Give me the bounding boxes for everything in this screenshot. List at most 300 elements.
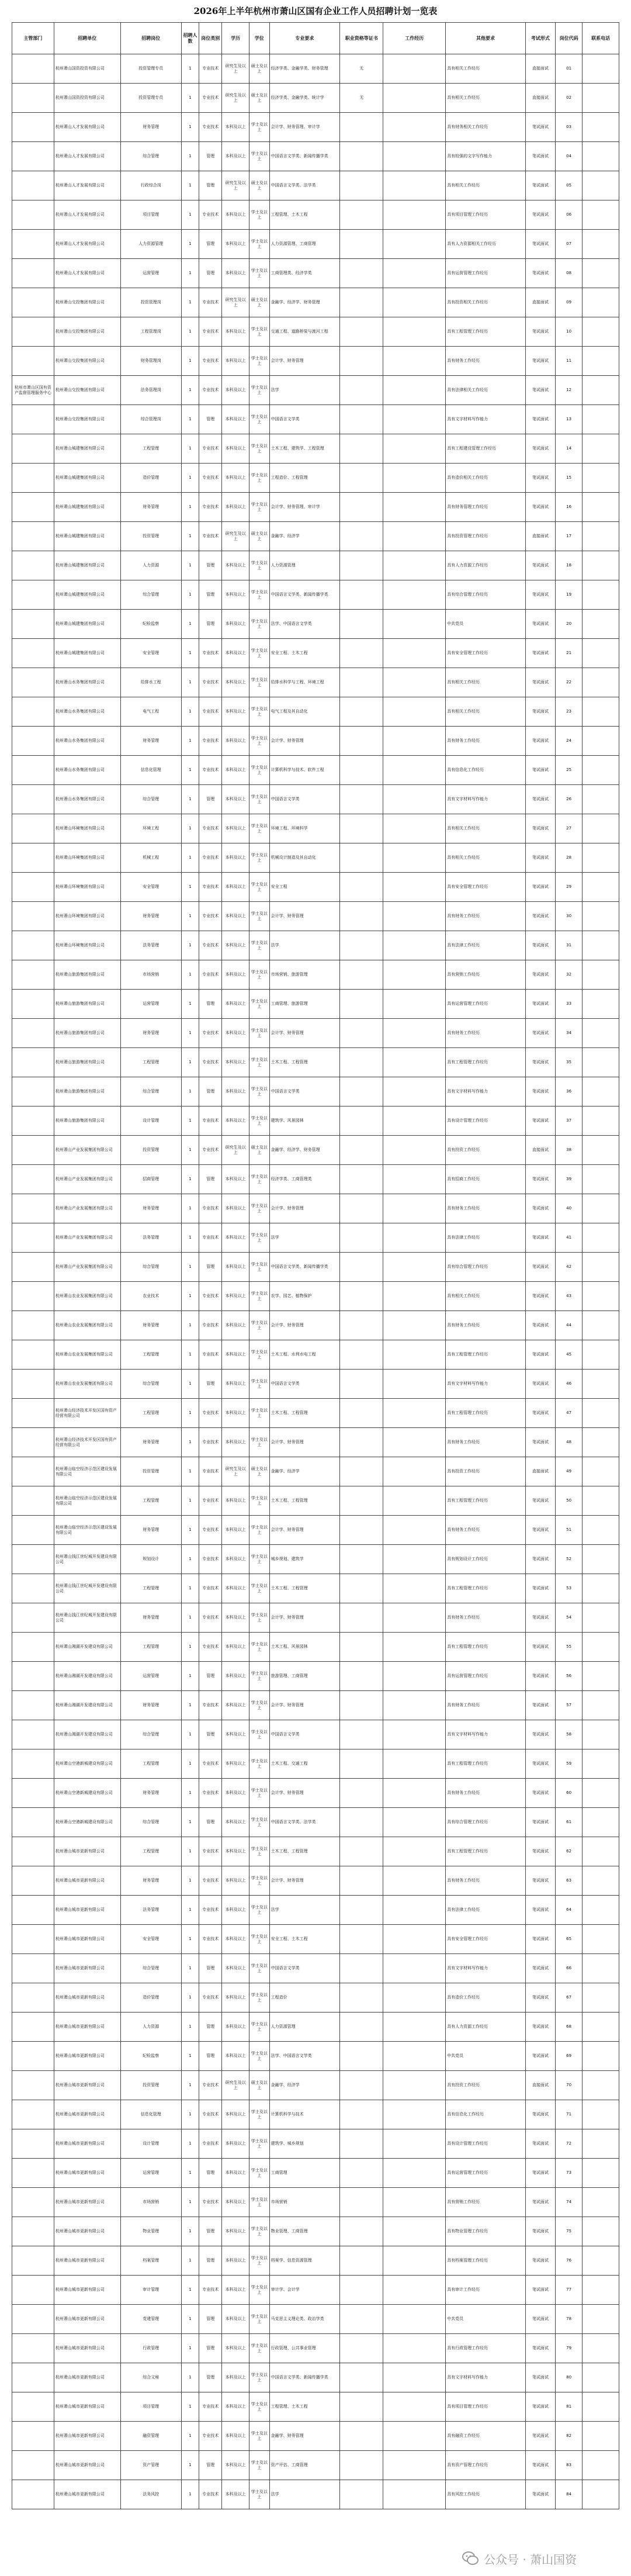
table-row (12, 405, 619, 434)
table-cell: 本科及以上 (222, 1311, 249, 1340)
table-cell: 1 (181, 2100, 199, 2129)
table-cell (583, 1311, 619, 1340)
table-cell: 中国语言文学类 (269, 785, 340, 814)
table-cell: 杭州萧山人才发展有限公司 (54, 171, 120, 200)
table-cell: 杭州萧山湘湖开发建设有限公司 (54, 1720, 120, 1749)
table-cell: 无 (340, 54, 383, 84)
table-cell: 具有物业管理工作经历 (446, 2217, 526, 2246)
table-cell: 1 (181, 2363, 199, 2392)
table-cell (340, 1457, 383, 1486)
table-cell: 中国语言文学类、新闻传播学类 (269, 142, 340, 171)
table-cell (12, 2246, 54, 2276)
table-cell: 笔试面试 (525, 1107, 555, 1136)
table-cell: 杭州萧山湘湖开发建设有限公司 (54, 1691, 120, 1720)
table-cell (340, 727, 383, 756)
table-cell: 具有财务工作经历 (446, 1603, 526, 1633)
table-cell: 设计管理 (120, 2129, 181, 2159)
table-cell (383, 1896, 446, 1925)
table-cell (583, 1457, 619, 1486)
table-cell: 专业技术 (199, 843, 222, 873)
table-row (12, 2480, 619, 2509)
table-cell: 杭州萧山城市更新有限公司 (54, 1837, 120, 1866)
table-cell (340, 1866, 383, 1896)
table-cell: 专业技术 (199, 2188, 222, 2217)
table-cell (12, 931, 54, 960)
table-cell (12, 2363, 54, 2392)
table-cell: 1 (181, 2013, 199, 2042)
table-cell: 本科及以上 (222, 1399, 249, 1428)
table-cell: 杭州萧山城市更新有限公司 (54, 2071, 120, 2100)
table-cell: 杭州萧山产业发展集团有限公司 (54, 1165, 120, 1194)
table-cell: 学士及以上 (249, 1311, 269, 1340)
table-cell (383, 1837, 446, 1866)
table-cell: 1 (181, 1223, 199, 1253)
table-cell: 笔试面试 (525, 756, 555, 785)
table-row (12, 1428, 619, 1457)
table-cell: 管理 (199, 1253, 222, 1282)
table-cell: 会计学、财务管理 (269, 1019, 340, 1048)
table-cell: 笔试面试 (525, 2451, 555, 2480)
table-cell: 安全管理 (120, 639, 181, 668)
table-cell (583, 2246, 619, 2276)
table-cell: 笔试面试 (525, 1165, 555, 1194)
table-row (12, 1983, 619, 2013)
table-cell: 笔试面试 (525, 1749, 555, 1779)
table-cell: 笔试面试 (525, 2159, 555, 2188)
table-cell: 中共党员 (446, 2042, 526, 2071)
table-cell: 具有相关工作经历 (446, 697, 526, 727)
table-cell: 具有工程建设管理工作经历 (446, 434, 526, 464)
table-cell (583, 1048, 619, 1077)
table-cell: 笔试面试 (525, 2305, 555, 2334)
table-cell (383, 1633, 446, 1662)
table-cell (12, 1486, 54, 1516)
table-cell: 财务管理 (120, 1428, 181, 1457)
table-cell (583, 960, 619, 990)
table-cell: 1 (181, 2334, 199, 2363)
table-cell: 项目管理 (120, 200, 181, 230)
table-cell: 杭州萧山钱江世纪城开发建设有限公司 (54, 1545, 120, 1574)
table-cell (383, 1720, 446, 1749)
table-cell (340, 1019, 383, 1048)
table-cell: 杭州萧山城市更新有限公司 (54, 2363, 120, 2392)
table-cell: 管理 (199, 785, 222, 814)
table-cell (12, 1165, 54, 1194)
table-row (12, 2422, 619, 2451)
table-cell: 66 (555, 1954, 582, 1983)
table-cell: 1 (181, 434, 199, 464)
table-cell (383, 1282, 446, 1311)
table-cell: 杭州萧山城市更新有限公司 (54, 1954, 120, 1983)
table-cell: 投资管理 (120, 2071, 181, 2100)
table-row (12, 493, 619, 522)
table-cell: 杭州萧山城建集团有限公司 (54, 639, 120, 668)
table-cell: 本科及以上 (222, 1983, 249, 2013)
table-cell (12, 434, 54, 464)
table-cell: 电气工程 (120, 697, 181, 727)
table-cell: 学士及以上 (249, 2276, 269, 2305)
table-cell: 本科及以上 (222, 2100, 249, 2129)
table-cell: 具有相关工作经历 (446, 171, 526, 200)
table-cell: 26 (555, 785, 582, 814)
table-cell: 笔试面试 (525, 171, 555, 200)
table-cell (12, 493, 54, 522)
table-cell: 市场营销 (120, 960, 181, 990)
table-cell (383, 1399, 446, 1428)
table-cell: 专业技术 (199, 756, 222, 785)
table-cell: 本科及以上 (222, 1107, 249, 1136)
table-cell: 具有法律相关工作经历 (446, 376, 526, 405)
table-cell: 专业技术 (199, 697, 222, 727)
table-cell: 杭州萧山城市更新有限公司 (54, 2129, 120, 2159)
table-cell: 杭州萧山城建集团有限公司 (54, 610, 120, 639)
table-cell: 专业技术 (199, 1457, 222, 1486)
table-row (12, 1048, 619, 1077)
table-cell: 管理 (199, 1954, 222, 1983)
table-cell: 杭州萧山城建集团有限公司 (54, 580, 120, 610)
column-header: 学历 (222, 23, 249, 54)
table-cell (583, 2451, 619, 2480)
table-cell: 本科及以上 (222, 434, 249, 464)
table-cell: 80 (555, 2363, 582, 2392)
table-cell (383, 580, 446, 610)
table-cell: 笔试面试 (525, 2392, 555, 2422)
table-cell (583, 2042, 619, 2071)
table-cell: 杭州萧山水务集团有限公司 (54, 756, 120, 785)
table-cell (383, 2013, 446, 2042)
table-cell: 学士及以上 (249, 2392, 269, 2422)
table-row (12, 814, 619, 843)
table-cell: 51 (555, 1516, 582, 1545)
table-cell: 杭州萧山交投集团有限公司 (54, 288, 120, 317)
table-cell: 59 (555, 1749, 582, 1779)
table-cell: 1 (181, 902, 199, 931)
table-cell: 具有相关工作经历 (446, 814, 526, 843)
table-cell: 1 (181, 1954, 199, 1983)
table-cell: 29 (555, 873, 582, 902)
table-cell: 专业技术 (199, 317, 222, 347)
table-cell: 杭州萧山环境集团有限公司 (54, 814, 120, 843)
table-cell: 笔试面试 (525, 1516, 555, 1545)
table-cell: 具有财务工作经历 (446, 1516, 526, 1545)
table-cell: 研究生及以上 (222, 171, 249, 200)
table-cell: 具有信息化工作经历 (446, 756, 526, 785)
table-cell: 专业技术 (199, 1896, 222, 1925)
table-cell: 46 (555, 1370, 582, 1399)
table-cell: 杭州萧山城市更新有限公司 (54, 1925, 120, 1954)
table-cell: 1 (181, 1340, 199, 1370)
table-cell: 杭州萧山空港新城建设有限公司 (54, 1779, 120, 1808)
table-cell (383, 84, 446, 113)
table-cell: 杭州萧山水务集团有限公司 (54, 697, 120, 727)
table-row (12, 1662, 619, 1691)
table-cell: 会计学、财务管理、审计学 (269, 493, 340, 522)
table-cell (383, 1223, 446, 1253)
table-row (12, 1194, 619, 1223)
table-cell (383, 2422, 446, 2451)
table-cell: 具有文字材料写作能力 (446, 785, 526, 814)
table-cell: 本科及以上 (222, 2013, 249, 2042)
table-cell: 本科及以上 (222, 317, 249, 347)
table-cell: 管理 (199, 990, 222, 1019)
table-cell (12, 259, 54, 288)
table-cell (383, 785, 446, 814)
table-cell: 杭州萧山城市更新有限公司 (54, 2246, 120, 2276)
table-cell: 管理 (199, 1662, 222, 1691)
table-cell (12, 2042, 54, 2071)
table-cell: 笔试面试 (525, 1633, 555, 1662)
table-cell: 计算机科学与技术、软件工程 (269, 756, 340, 785)
table-cell: 具有项目管理工作经历 (446, 200, 526, 230)
table-cell: 杭州萧山旅游集团有限公司 (54, 990, 120, 1019)
table-cell (383, 843, 446, 873)
table-cell: 38 (555, 1136, 582, 1165)
table-row (12, 756, 619, 785)
table-cell: 学士及以上 (249, 1077, 269, 1107)
table-cell: 本科及以上 (222, 931, 249, 960)
table-row (12, 990, 619, 1019)
column-header: 主管部门 (12, 23, 54, 54)
table-cell: 规划设计 (120, 1545, 181, 1574)
table-cell: 学士及以上 (249, 2013, 269, 2042)
table-cell: 建筑学、风景园林 (269, 1107, 340, 1136)
table-cell (583, 2392, 619, 2422)
table-cell: 笔试面试 (525, 1691, 555, 1720)
table-cell: 1 (181, 2129, 199, 2159)
table-cell (340, 990, 383, 1019)
table-cell: 本科及以上 (222, 1048, 249, 1077)
table-cell: 物业管理 (120, 2217, 181, 2246)
table-cell (12, 1048, 54, 1077)
table-row (12, 347, 619, 376)
table-cell: 56 (555, 1662, 582, 1691)
table-cell: 专业技术 (199, 434, 222, 464)
table-cell (383, 639, 446, 668)
table-cell (12, 2188, 54, 2217)
table-cell: 专业技术 (199, 1107, 222, 1136)
table-cell: 本科及以上 (222, 1223, 249, 1253)
table-row (12, 873, 619, 902)
table-cell: 中国语言文学类 (269, 405, 340, 434)
table-cell: 土木工程、交通工程 (269, 1749, 340, 1779)
table-cell: 本科及以上 (222, 1866, 249, 1896)
table-row (12, 2159, 619, 2188)
table-cell: 招商管理 (120, 1165, 181, 1194)
table-cell: 本科及以上 (222, 727, 249, 756)
table-cell (12, 2305, 54, 2334)
table-cell: 1 (181, 1253, 199, 1282)
table-cell: 专业技术 (199, 1691, 222, 1720)
table-cell: 83 (555, 2451, 582, 2480)
table-cell (383, 171, 446, 200)
table-cell: 64 (555, 1896, 582, 1925)
table-cell (583, 1077, 619, 1107)
table-cell (583, 1837, 619, 1866)
table-cell: 03 (555, 113, 582, 142)
table-cell: 杭州萧山产业发展集团有限公司 (54, 1136, 120, 1165)
table-cell: 本科及以上 (222, 1019, 249, 1048)
table-cell: 人力资源管理 (120, 230, 181, 259)
table-cell: 1 (181, 2217, 199, 2246)
table-cell: 24 (555, 727, 582, 756)
table-cell: 计算机科学与技术 (269, 2100, 340, 2129)
table-cell: 笔试面试 (525, 2363, 555, 2392)
table-cell: 杭州萧山水务集团有限公司 (54, 668, 120, 697)
table-cell: 管理 (199, 259, 222, 288)
table-cell: 笔试面试 (525, 697, 555, 727)
table-cell (583, 1486, 619, 1516)
table-cell: 中国语言文学类 (269, 1370, 340, 1399)
table-cell: 专业技术 (199, 464, 222, 493)
table-cell: 中国语言文学类、法学类 (269, 1808, 340, 1837)
table-cell: 金融学、经济学 (269, 2071, 340, 2100)
table-cell (583, 1340, 619, 1370)
table-cell: 70 (555, 2071, 582, 2100)
table-cell: 笔试面试 (525, 1019, 555, 1048)
table-cell (583, 347, 619, 376)
table-row (12, 2100, 619, 2129)
table-cell: 笔试面试 (525, 785, 555, 814)
table-cell: 1 (181, 1691, 199, 1720)
table-cell: 综合文秘 (120, 2363, 181, 2392)
table-cell (340, 405, 383, 434)
table-cell: 中国语言文学类、法学类 (269, 171, 340, 200)
table-cell (583, 1574, 619, 1603)
table-cell (12, 1399, 54, 1428)
table-cell: 专业技术 (199, 113, 222, 142)
table-cell: 14 (555, 434, 582, 464)
table-cell: 投资管理专员 (120, 84, 181, 113)
table-cell: 34 (555, 1019, 582, 1048)
table-row (12, 1954, 619, 1983)
table-cell: 学士及以上 (249, 756, 269, 785)
table-cell: 本科及以上 (222, 2392, 249, 2422)
table-cell (12, 200, 54, 230)
table-cell: 1 (181, 1720, 199, 1749)
table-cell: 笔试面试 (525, 1925, 555, 1954)
table-cell: 学士及以上 (249, 580, 269, 610)
table-cell (340, 1720, 383, 1749)
table-cell: 笔试面试 (525, 1896, 555, 1925)
table-cell: 人力资源管理、工商管理 (269, 230, 340, 259)
table-cell: 专业技术 (199, 1837, 222, 1866)
table-cell (340, 580, 383, 610)
table-cell: 硕士及以上 (249, 522, 269, 551)
table-cell: 交通工程、道路桥梁与渡河工程 (269, 317, 340, 347)
table-row (12, 1282, 619, 1311)
table-cell (340, 1107, 383, 1136)
table-cell: 直接面试 (525, 522, 555, 551)
table-cell: 笔试面试 (525, 1545, 555, 1574)
table-cell (340, 1983, 383, 2013)
table-cell: 学士及以上 (249, 873, 269, 902)
table-cell (583, 1194, 619, 1223)
column-header: 联系电话 (583, 23, 619, 54)
table-cell: 党建管理 (120, 2305, 181, 2334)
table-row (12, 1866, 619, 1896)
table-cell: 具有工程管理工作经历 (446, 317, 526, 347)
table-cell (12, 1194, 54, 1223)
table-cell (583, 493, 619, 522)
table-cell: 37 (555, 1107, 582, 1136)
table-row (12, 2042, 619, 2071)
table-cell: 笔试面试 (525, 230, 555, 259)
table-cell: 学士及以上 (249, 493, 269, 522)
table-cell: 具有相关工作经历 (446, 843, 526, 873)
table-cell: 33 (555, 990, 582, 1019)
table-cell: 21 (555, 639, 582, 668)
table-cell (340, 2129, 383, 2159)
table-cell (12, 230, 54, 259)
table-cell: 土木工程、工程管理 (269, 1399, 340, 1428)
table-cell (340, 1896, 383, 1925)
table-cell: 具有财务工作经历 (446, 1194, 526, 1223)
table-cell: 笔试面试 (525, 668, 555, 697)
table-cell (583, 1779, 619, 1808)
table-cell: 直接面试 (525, 54, 555, 84)
table-cell: 会计学、财务管理 (269, 1428, 340, 1457)
table-cell: 工程管理 (120, 1749, 181, 1779)
table-cell: 本科及以上 (222, 2451, 249, 2480)
table-cell: 本科及以上 (222, 2422, 249, 2451)
table-cell: 马克思主义理论类、政治学类 (269, 2305, 340, 2334)
table-cell: 专业技术 (199, 1340, 222, 1370)
table-cell: 管理 (199, 1370, 222, 1399)
table-cell: 具有财务工作经历 (446, 1428, 526, 1457)
table-cell: 1 (181, 1779, 199, 1808)
table-cell: 具有融资工作经历 (446, 2422, 526, 2451)
table-cell: 城乡规划、建筑学 (269, 1545, 340, 1574)
table-cell: 管理 (199, 580, 222, 610)
table-row (12, 84, 619, 113)
table-cell: 会计学、财务管理 (269, 347, 340, 376)
table-cell: 杭州萧山空港新城建设有限公司 (54, 1749, 120, 1779)
table-cell: 直接面试 (525, 2071, 555, 2100)
table-cell: 学士及以上 (249, 814, 269, 843)
table-cell: 13 (555, 405, 582, 434)
table-cell: 杭州萧山人才发展有限公司 (54, 230, 120, 259)
table-cell: 09 (555, 288, 582, 317)
table-cell: 笔试面试 (525, 931, 555, 960)
table-cell (583, 1545, 619, 1574)
table-cell: 本科及以上 (222, 405, 249, 434)
table-cell: 专业技术 (199, 1749, 222, 1779)
table-cell: 1 (181, 2071, 199, 2100)
table-row (12, 1896, 619, 1925)
table-cell: 本科及以上 (222, 1662, 249, 1691)
table-cell: 土木工程、工程管理 (269, 1574, 340, 1603)
table-cell: 72 (555, 2129, 582, 2159)
table-cell: 信息化管理 (120, 756, 181, 785)
table-cell: 1 (181, 1282, 199, 1311)
table-cell (383, 2188, 446, 2217)
table-cell: 学士及以上 (249, 727, 269, 756)
table-cell: 管理 (199, 2334, 222, 2363)
table-cell: 本科及以上 (222, 2188, 249, 2217)
table-cell (583, 2363, 619, 2392)
table-cell: 学士及以上 (249, 610, 269, 639)
table-cell: 学士及以上 (249, 1223, 269, 1253)
table-cell: 1 (181, 54, 199, 84)
table-cell: 本科及以上 (222, 785, 249, 814)
table-cell (340, 522, 383, 551)
table-cell: 学士及以上 (249, 405, 269, 434)
table-cell: 土木工程、水利水电工程 (269, 1340, 340, 1370)
table-cell: 资产评估、工商管理 (269, 2451, 340, 2480)
table-cell (12, 1749, 54, 1779)
table-cell (12, 1136, 54, 1165)
table-cell: 财务管理 (120, 1603, 181, 1633)
